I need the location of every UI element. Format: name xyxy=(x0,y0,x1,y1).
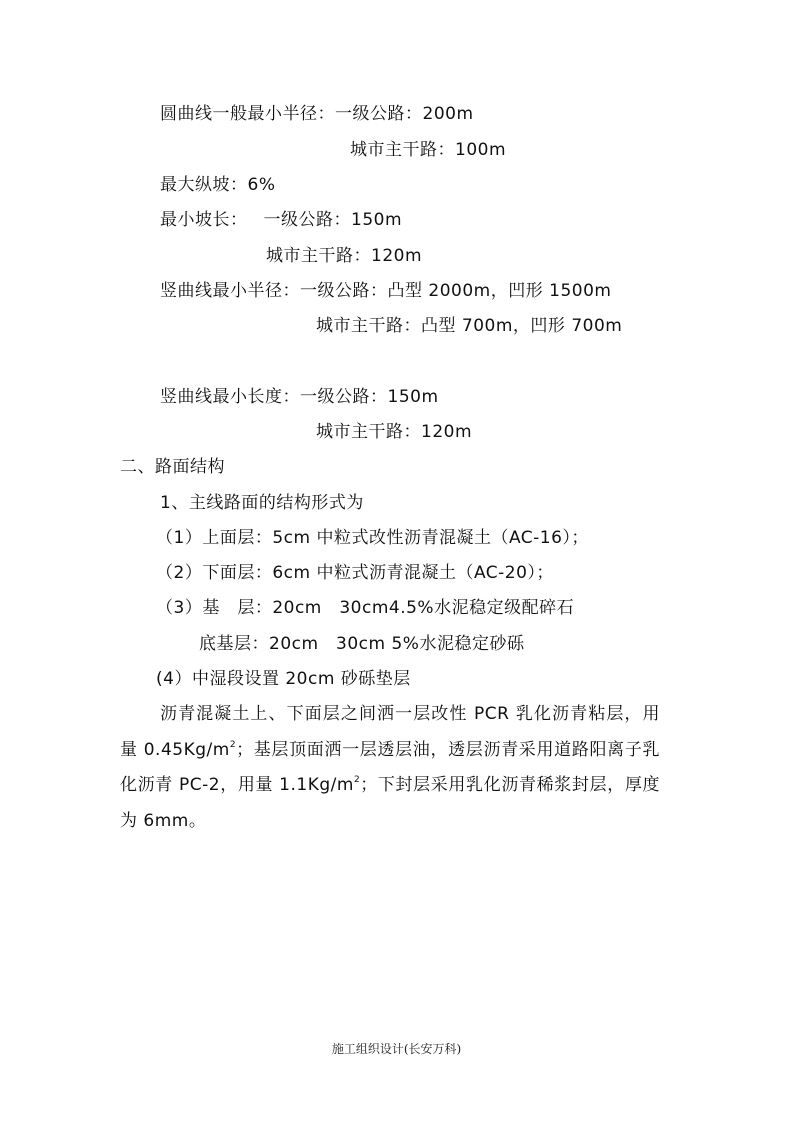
layer-item-subbase: 底基层：20cm 30cm 5%水泥稳定砂砾 xyxy=(199,634,525,654)
vertical-radius-urban: 城市主干路：凸型 700m，凹形 700m xyxy=(316,316,623,336)
layer-item-lower: （2）下面层：6cm 中粒式沥青混凝土（AC-20）； xyxy=(156,563,554,583)
coating-paragraph xyxy=(120,697,660,839)
page-footer: 施工组织设计(长安万科) xyxy=(331,1042,462,1056)
max-grade: 最大纵坡：6% xyxy=(160,175,276,195)
section-heading: 二、路面结构 xyxy=(120,457,225,477)
min-slope-length-label: 最小坡长： xyxy=(160,210,248,230)
curve-radius-urban: 城市主干路：100m xyxy=(350,140,507,160)
vertical-length-urban: 城市主干路：120m xyxy=(316,422,473,442)
vertical-length-line xyxy=(160,386,439,408)
unit-superscript-2: 2 xyxy=(353,775,361,785)
vertical-radius-first-class: 一级公路：凸型 2000m，凹形 1500m xyxy=(300,281,612,301)
coating-text-3: ；下封层采用乳化沥青稀浆封层，厚度为 6mm。 xyxy=(120,775,660,831)
layer-item-upper: （1）上面层：5cm 中粒式改性沥青混凝土（AC-16）； xyxy=(156,528,589,548)
unit-superscript-1: 2 xyxy=(229,739,237,750)
vertical-radius-label: 竖曲线最小半径： xyxy=(160,281,300,301)
min-slope-length-first-class: 一级公路：150m xyxy=(263,210,403,230)
curve-radius-first-class: 一级公路：200m xyxy=(335,104,474,124)
layer-item-cushion: (4）中湿段设置 20cm 砂砾垫层 xyxy=(156,669,411,689)
layer-item-base: （3）基 层：20cm 30cm4.5%水泥稳定级配碎石 xyxy=(156,598,575,618)
subsection-title: 1、主线路面的结构形式为 xyxy=(160,493,364,513)
curve-radius-label: 圆曲线一般最小半径： xyxy=(160,104,335,124)
coating-text-2: ；基层顶面洒一层透层油，透层沥青采用道路阳离子乳化沥青 PC-2，用量 1.1Kg/m xyxy=(120,739,661,795)
coating-text-1: 沥青混凝土上、下面层之间洒一层改性 PCR 乳化沥青粘层，用量 0.45Kg/m xyxy=(120,704,660,760)
vertical-length-first-class: 一级公路：150m xyxy=(300,387,439,407)
min-slope-length-line xyxy=(160,209,402,231)
min-slope-length-urban: 城市主干路：120m xyxy=(266,246,423,266)
vertical-radius-line xyxy=(160,280,611,302)
vertical-length-label: 竖曲线最小长度： xyxy=(160,387,300,407)
curve-radius-line xyxy=(160,103,474,125)
